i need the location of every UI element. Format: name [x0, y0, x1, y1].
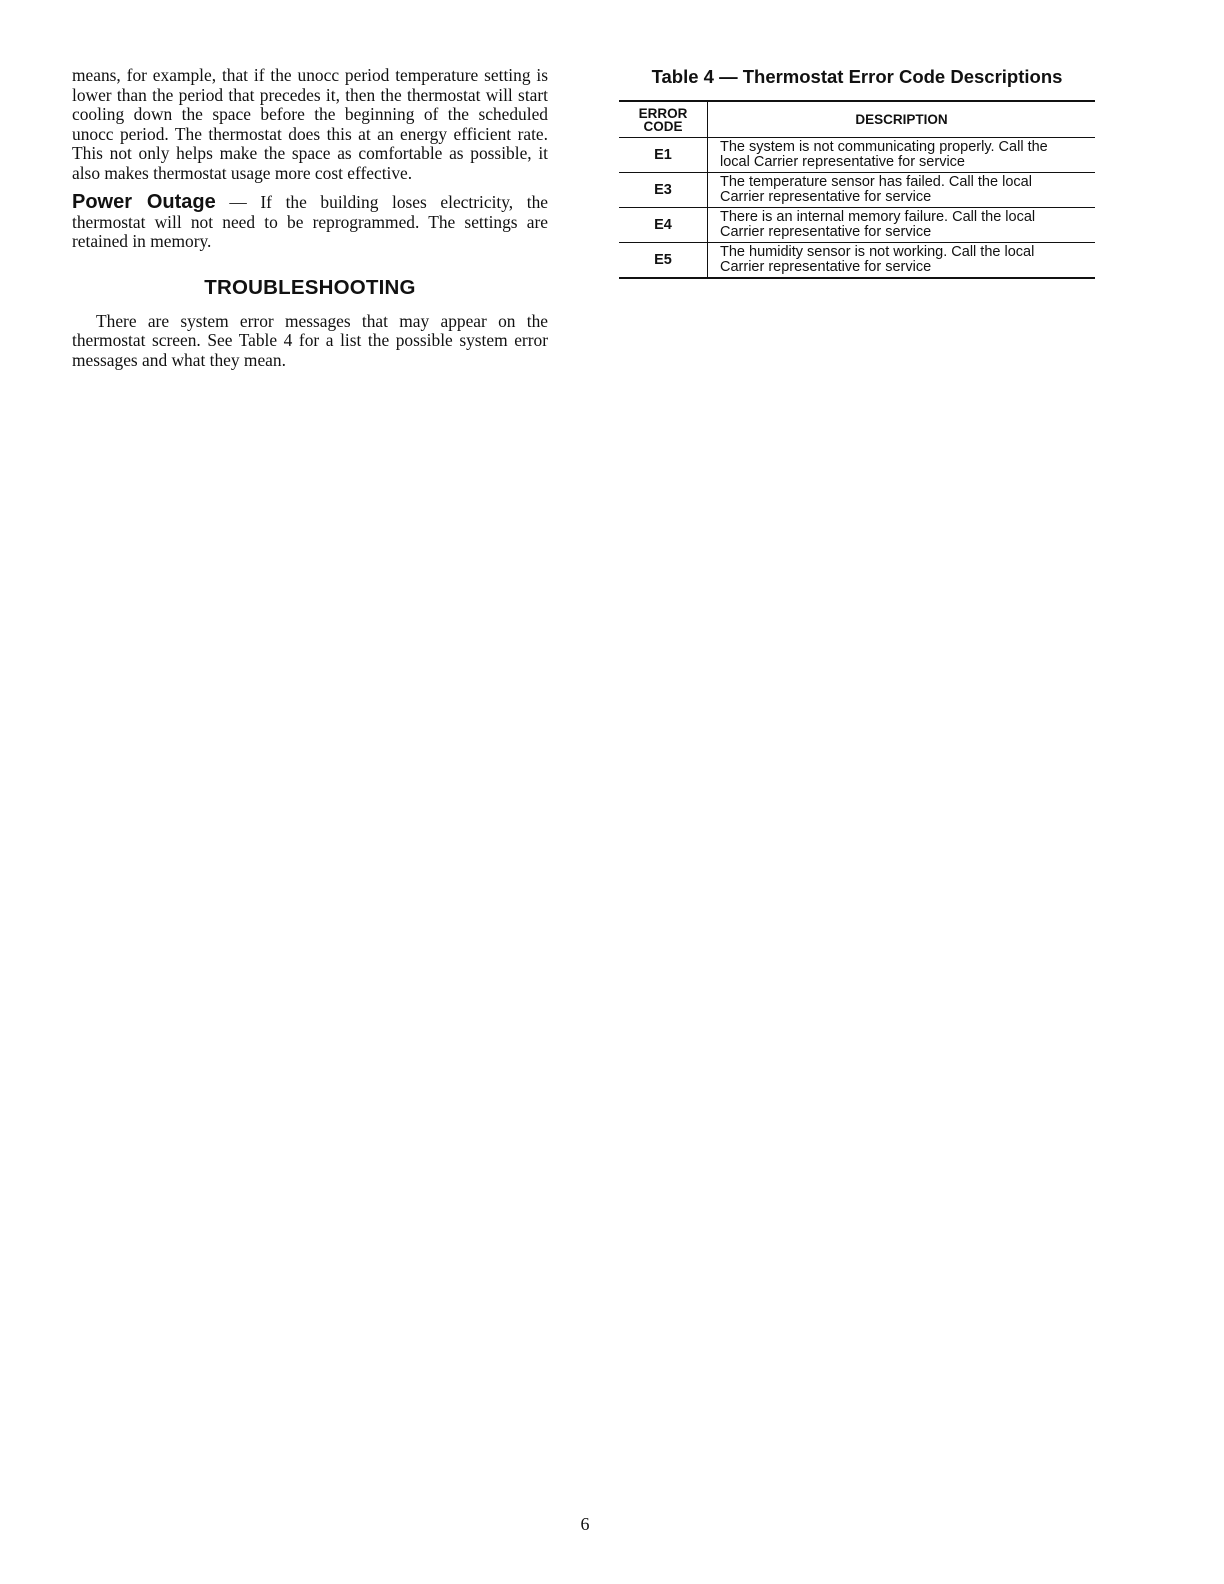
error-code-cell: E5 — [619, 243, 708, 279]
description-header: DESCRIPTION — [708, 101, 1096, 138]
power-outage-dash: — — [215, 192, 261, 212]
table-title: Table 4 — Thermostat Error Code Descriptions — [651, 66, 1063, 87]
description-cell: The temperature sensor has failed. Call the local Carrier representative for service — [708, 173, 1096, 208]
table-header-row — [619, 101, 1095, 138]
error-code-table — [619, 100, 1095, 279]
page-number: 6 — [580, 1514, 590, 1534]
description-cell: The humidity sensor is not working. Call the local Carrier representative for service — [708, 243, 1096, 279]
table-row — [619, 138, 1095, 173]
right-column — [619, 66, 1095, 279]
left-column — [72, 66, 548, 370]
continuation-paragraph: means, for example, that if the unocc period temperature setting is lower than the period that precedes it, then the thermostat will start cooling down the space before the beginning of the scheduled unocc period. The thermostat does this at an energy efficient rate. This not only helps make the space as comfortable as possible, it also makes thermostat usage more cost effective. — [72, 65, 548, 183]
description-cell: There is an internal memory failure. Call the local Carrier representative for service — [708, 208, 1096, 243]
power-outage-heading: Power Outage — [72, 191, 216, 213]
error-code-cell: E1 — [619, 138, 708, 173]
table-row — [619, 208, 1095, 243]
description-cell: The system is not communicating properly. Call the local Carrier representative for service — [708, 138, 1096, 173]
power-outage-text: If the building loses electricity, the thermostat will not need to be reprogrammed. The settings are retained in memory. — [72, 192, 548, 251]
troubleshooting-heading: TROUBLESHOOTING — [204, 275, 416, 299]
error-code-header: ERROR CODE — [619, 101, 708, 138]
table-row — [619, 243, 1095, 279]
table-row — [619, 173, 1095, 208]
troubleshooting-paragraph: There are system error messages that may appear on the thermostat screen. See Table 4 for a list the possible system error messages and what they mean. — [72, 310, 548, 370]
error-code-cell: E4 — [619, 208, 708, 243]
error-code-cell: E3 — [619, 173, 708, 208]
power-outage-paragraph — [72, 193, 548, 252]
